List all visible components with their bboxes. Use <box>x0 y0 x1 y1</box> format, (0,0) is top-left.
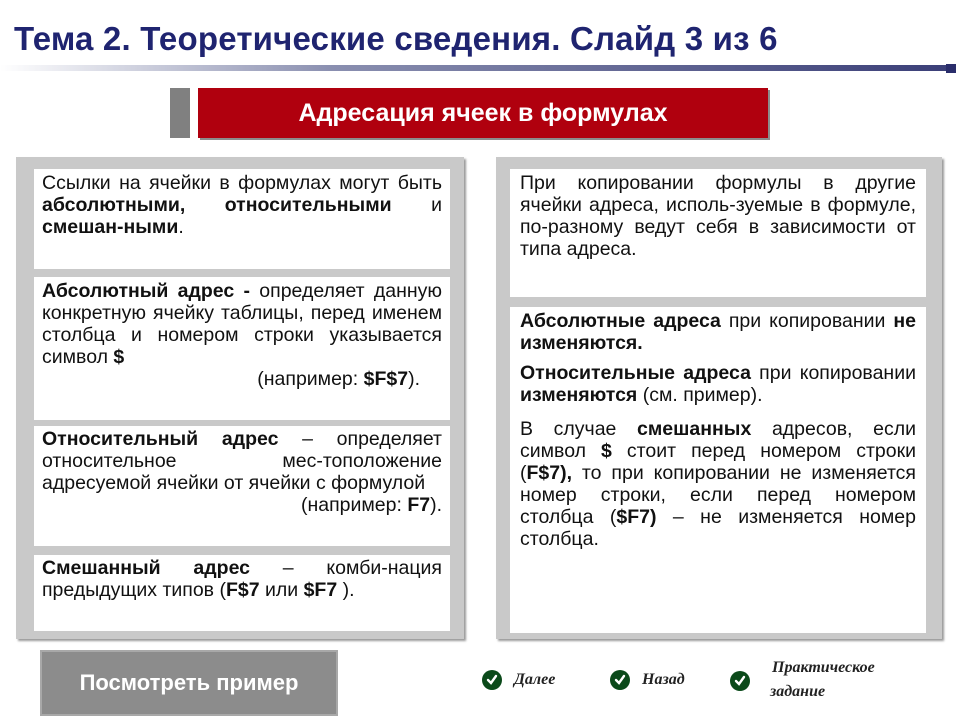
title-divider-end <box>946 64 956 73</box>
relative-example-prefix: (например: <box>300 494 408 516</box>
absolute-example-suffix: ). <box>408 368 420 390</box>
mixed-value-2: $F7 <box>303 579 338 601</box>
subtitle-accent <box>170 88 190 138</box>
intro-bold-1: абсолютными, относительными <box>42 194 392 216</box>
rel-note-bold-1: Относительные адреса <box>520 362 751 384</box>
subtitle-banner <box>198 88 768 138</box>
intro-text-1: Ссылки на ячейки в формулах могут быть <box>42 172 442 194</box>
relative-example <box>42 494 442 516</box>
absolute-term: Абсолютный адрес - <box>42 280 251 302</box>
mixed-address-card <box>34 555 450 631</box>
relative-text: – определяет относительное мес-тоположение адресуемой ячейки от ячейки с формулой <box>42 428 442 494</box>
back-arrow-icon <box>610 670 630 690</box>
absolute-example-value: $F$7 <box>363 368 409 390</box>
next-label: Далее <box>514 671 556 688</box>
absolute-example <box>42 368 442 390</box>
title-divider <box>0 65 948 71</box>
back-button[interactable] <box>610 668 685 692</box>
absolute-copy-note <box>520 310 916 354</box>
mixed-text-3: ). <box>337 579 355 601</box>
relative-example-value: F7 <box>407 494 431 516</box>
relative-term: Относительный адрес <box>42 428 279 450</box>
relative-copy-note <box>520 362 916 406</box>
practice-label-line-1: Практическое <box>772 659 875 676</box>
absolute-example-prefix: (например: <box>257 368 364 390</box>
practice-task-button[interactable] <box>730 656 875 704</box>
back-label: Назад <box>642 671 685 688</box>
left-intro-card <box>34 169 450 269</box>
copy-behavior-card <box>510 307 926 633</box>
relative-address-card <box>34 426 450 546</box>
abs-note-text: при копировании <box>720 310 894 332</box>
mix-note-bold-2: $ <box>601 440 612 462</box>
next-arrow-icon <box>482 670 502 690</box>
mix-note-text-1: В случае <box>520 418 638 440</box>
abs-note-bold-1: Абсолютные адреса <box>520 310 721 332</box>
rel-note-text-1: при копировании <box>750 362 916 384</box>
absolute-text: определяет данную конкретную ячейку таблицы, перед именем столбца и номером строки указывается символ <box>42 280 442 368</box>
mix-note-text-5: – не изменяется номер столбца. <box>520 506 916 550</box>
absolute-address-card <box>34 277 450 420</box>
right-intro-text: При копировании формулы в другие ячейки адреса, исполь-зуемые в формуле, по-разному ведут себя в зависимости от типа адреса. <box>520 172 916 260</box>
mix-note-bold-4: $F7) <box>616 506 657 528</box>
absolute-symbol: $ <box>113 346 125 368</box>
practice-label <box>772 656 875 704</box>
view-example-button[interactable] <box>40 650 338 716</box>
mix-note-bold-1: смешанных <box>637 418 752 440</box>
mix-note-bold-3: F$7), <box>526 462 573 484</box>
abs-note-bold-2: не изменяются. <box>520 310 916 354</box>
practice-arrow-icon <box>730 671 750 691</box>
rel-note-text-2: (см. пример). <box>637 384 763 406</box>
practice-label-line-2: задание <box>770 683 826 700</box>
mixed-text-2: или <box>259 579 304 601</box>
mix-note-text-2: адресов, если символ <box>520 418 916 462</box>
mixed-value-1: F$7 <box>225 579 260 601</box>
mixed-text-1: – комби-нация предыдущих типов ( <box>42 557 442 601</box>
intro-bold-2: смешан-ными <box>42 216 179 238</box>
relative-example-suffix: ). <box>430 494 442 516</box>
next-button[interactable] <box>482 668 555 692</box>
intro-text-2: и <box>391 194 443 216</box>
slide-title: Тема 2. Теоретические сведения. Слайд 3 из 6 <box>14 20 778 57</box>
rel-note-bold-2: изменяются <box>520 384 638 406</box>
view-example-label: Посмотреть пример <box>79 670 299 695</box>
right-intro-card <box>510 169 926 297</box>
mix-note-text-4: то при копировании не изменяется номер строки, если перед номером столбца ( <box>520 462 916 528</box>
mixed-copy-note <box>520 418 916 550</box>
intro-text-3: . <box>178 216 184 238</box>
subtitle-text: Адресация ячеек в формулах <box>298 98 668 127</box>
mixed-term: Смешанный адрес <box>42 557 250 579</box>
mix-note-text-3: стоит перед номером строки ( <box>520 440 916 484</box>
